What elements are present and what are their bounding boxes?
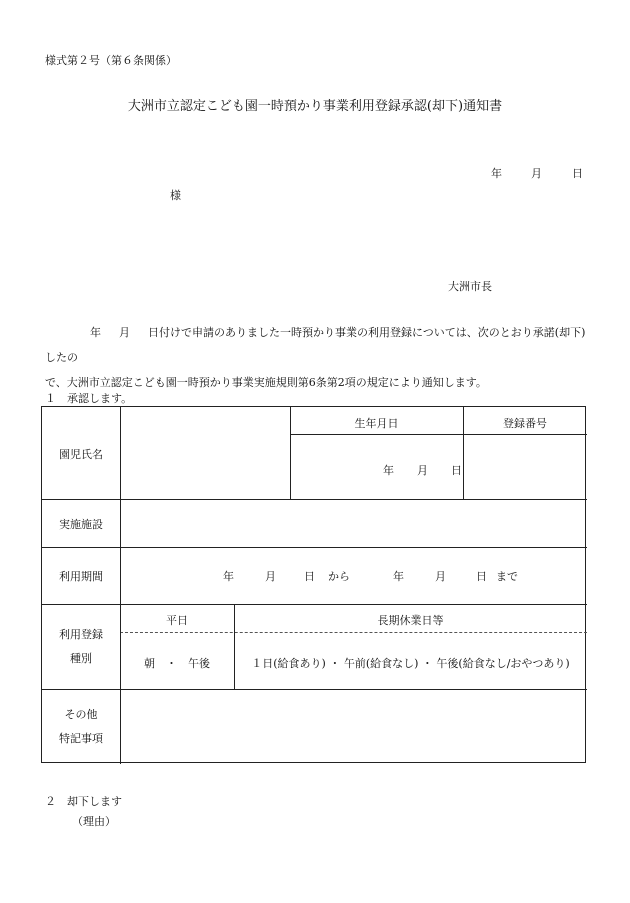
registration-type-label [42,623,120,671]
birth-date-day: 日 [451,464,462,477]
period-from-day: 日 [304,570,315,583]
period-to-suffix: まで [496,570,518,583]
weekday-header: 平日 [166,614,188,627]
birth-date-month: 月 [417,464,428,477]
registration-number-label: 登録番号 [503,417,547,430]
period-to-month: 月 [435,570,446,583]
registration-type-label-line2: 種別 [70,652,92,665]
birth-date-label: 生年月日 [354,417,399,430]
document-title: 大洲市立認定こども園一時預かり事業利用登録承認(却下)通知書 [127,99,503,114]
reason-label: （理由） [72,815,116,828]
period-to-day: 日 [476,570,487,583]
weekday-options: 朝 ・ 午後 [144,657,210,670]
form-number: 様式第２号（第６条関係） [45,54,177,67]
addressee-suffix: 様 [170,189,181,202]
body-line2: で、大洲市立認定こども園一時預かり事業実施規則第6条第2項の規定により通知します。 [45,376,487,389]
long-holiday-options: １日(給食あり) ・ 午前(給食なし) ・ 午後(給食なし/おやつあり) [251,657,570,670]
section2-heading: ２ 却下します [45,795,122,808]
body-year: 年 [90,326,101,339]
usage-period-label: 利用期間 [59,570,103,583]
approval-table [41,406,586,763]
facility-label: 実施施設 [59,518,103,531]
other-remarks-label-line1: その他 [64,708,98,721]
period-to-year: 年 [393,570,404,583]
period-from-month: 月 [265,570,276,583]
registration-type-label-line1: 利用登録 [59,628,103,641]
sender-name: 大洲市長 [448,280,492,293]
period-from-year: 年 [223,570,234,583]
birth-date-year: 年 [383,464,394,477]
section1-heading: １ 承認します。 [45,392,133,405]
other-remarks-label [42,703,120,751]
child-name-label: 園児氏名 [59,448,103,461]
issue-date-day: 日 [572,167,583,180]
other-remarks-label-line2: 特記事項 [59,732,103,745]
issue-date-year: 年 [491,167,502,180]
body-month: 月 [119,326,130,339]
body-line1: 日付けで申請のありました一時預かり事業の利用登録については、次のとおり承諾(却下)したの [45,326,586,364]
period-from-suffix: から [328,570,350,583]
issue-date-month: 月 [531,167,542,180]
notice-body [45,320,590,395]
long-holiday-header: 長期休業日等 [377,614,444,627]
